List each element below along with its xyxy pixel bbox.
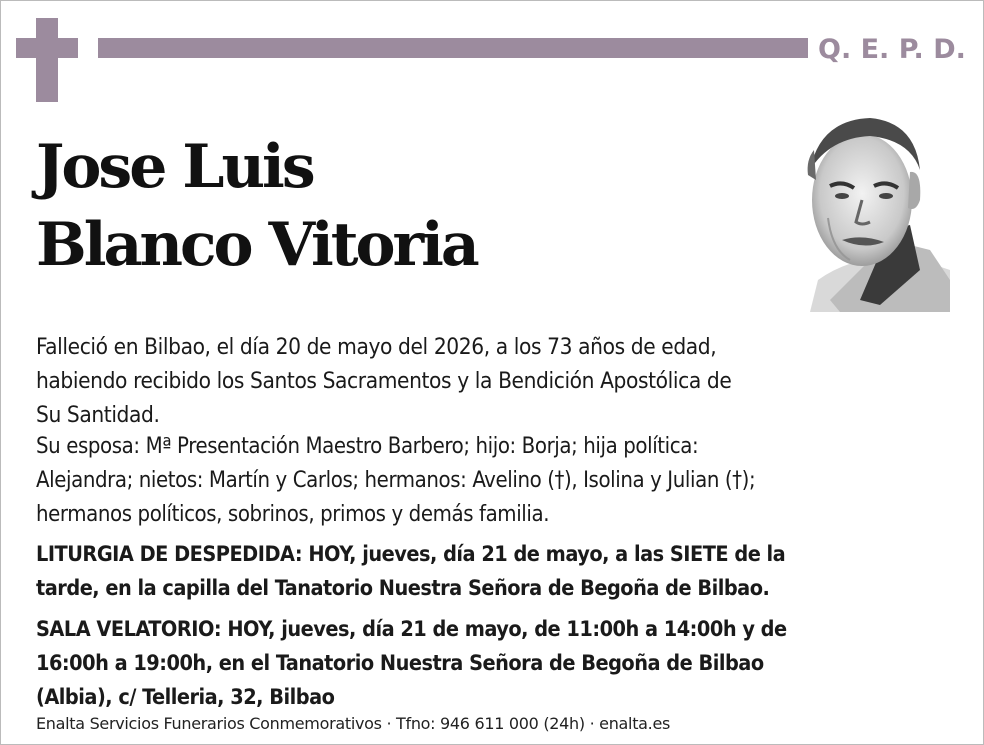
cross-icon-bar [16, 38, 78, 58]
text-line: hermanos políticos, sobrinos, primos y demás familia. [36, 502, 550, 527]
text-line: Su esposa: Mª Presentación Maestro Barbero; hijo: Borja; hija política: [36, 434, 699, 459]
paragraph-family [36, 430, 966, 532]
paragraph-death-notice [36, 330, 966, 432]
name-line-2: Blanco Vitoria [36, 210, 477, 280]
paragraph-liturgy [36, 538, 966, 606]
qepd-label: Q. E. P. D. [818, 34, 966, 65]
portrait-photo [770, 100, 950, 312]
footer-contact: Enalta Servicios Funerarios Conmemorativos · Tfno: 946 611 000 (24h) · enalta.es [36, 714, 671, 733]
deceased-name [36, 128, 477, 284]
text-line: LITURGIA DE DESPEDIDA: HOY, jueves, día 21 de mayo, a las SIETE de la [36, 542, 786, 567]
header-rule [98, 38, 808, 58]
text-line: (Albia), c/ Telleria, 32, Bilbao [36, 685, 335, 710]
text-line: Falleció en Bilbao, el día 20 de mayo del 2026, a los 73 años de edad, [36, 334, 717, 360]
cross-icon [36, 18, 58, 102]
text-line: 16:00h a 19:00h, en el Tanatorio Nuestra Señora de Begoña de Bilbao [36, 651, 764, 676]
text-line: Alejandra; nietos: Martín y Carlos; hermanos: Avelino (†), Isolina y Julian (†); [36, 468, 756, 493]
text-line: Su Santidad. [36, 402, 160, 428]
name-line-1: Jose Luis [36, 132, 313, 202]
paragraph-wake-room [36, 613, 966, 715]
text-line: habiendo recibido los Santos Sacramentos y la Bendición Apostólica de [36, 368, 732, 394]
text-line: SALA VELATORIO: HOY, jueves, día 21 de mayo, de 11:00h a 14:00h y de [36, 617, 787, 642]
text-line: tarde, en la capilla del Tanatorio Nuestra Señora de Begoña de Bilbao. [36, 576, 770, 601]
